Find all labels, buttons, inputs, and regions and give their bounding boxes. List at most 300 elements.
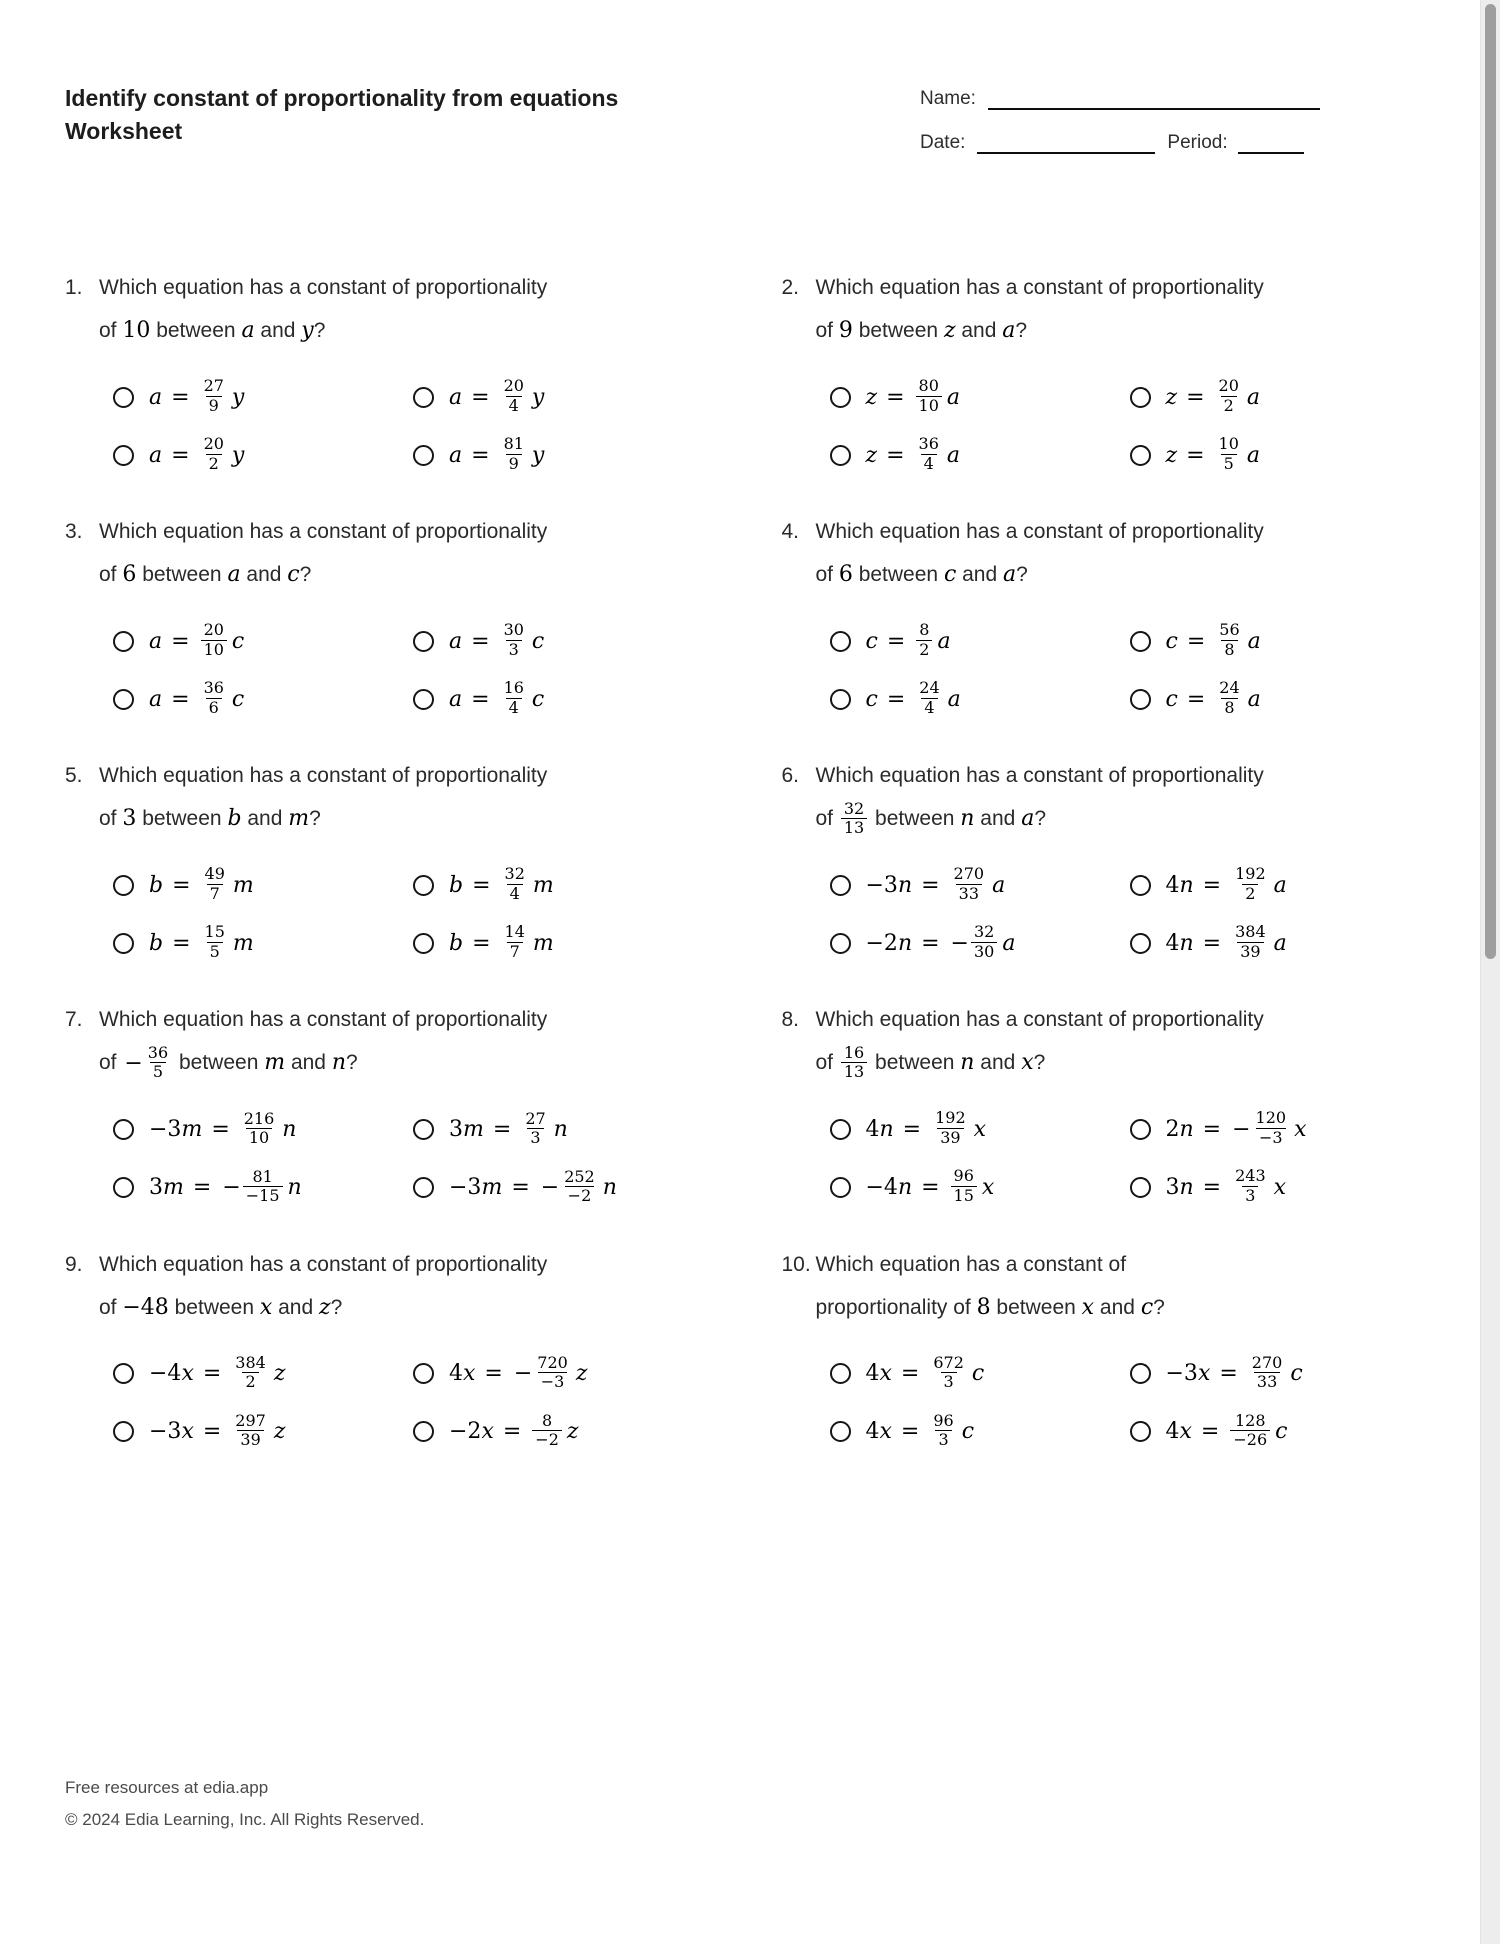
radio-button[interactable] [113,445,134,466]
fraction [841,798,867,839]
math-coefficient: 4 [449,1361,463,1387]
q10-option-1[interactable] [830,1345,1130,1403]
q8-option-1[interactable] [830,1100,1130,1158]
math-variable: z [566,1419,579,1445]
question-line1 [65,998,744,1041]
fraction [201,436,227,474]
fraction-denominator: 4 [921,454,937,473]
math-variable: c [1165,628,1178,654]
radio-button[interactable] [113,1363,134,1384]
math-variable: x [879,1361,892,1387]
equals-sign: = [472,872,491,898]
radio-button[interactable] [830,1177,851,1198]
option-equation [1166,866,1287,904]
question-line1 [782,998,1461,1041]
fraction-denominator: 7 [207,884,223,903]
radio-button[interactable] [113,1119,134,1140]
fraction-denominator: 6 [206,698,222,717]
radio-button[interactable] [113,387,134,408]
radio-button[interactable] [830,445,851,466]
fraction-denominator: −3 [538,1372,568,1391]
q2-option-2[interactable] [1130,368,1461,426]
option-equation [1166,1110,1307,1148]
math-variable: a [947,686,961,712]
fraction-numerator: 192 [935,1108,966,1128]
date-period-row [920,132,1320,154]
question-line2: of 9 between z and a? [815,318,1028,343]
scrollbar-thumb[interactable] [1485,4,1496,959]
q8-option-4[interactable] [1130,1158,1461,1216]
fraction-numerator: 8 [542,1411,553,1431]
option-equation [866,680,961,718]
math-variable: n [897,872,913,898]
fraction-denominator: −2 [565,1186,595,1205]
fraction-denominator: 3 [527,1128,543,1147]
radio-button[interactable] [1130,1363,1151,1384]
fraction-denominator: 5 [207,942,223,961]
question-number: 6. [781,764,800,787]
q6-option-4[interactable] [1130,914,1461,972]
question-text: Which equation has a constant of proportionality [99,1008,548,1031]
math-coefficient: 4 [865,1419,880,1445]
math-variable: z [943,318,956,343]
math-variable: n [897,930,913,956]
question-6 [782,754,1461,972]
math-variable: m [532,930,554,956]
math-number: 6 [838,562,853,587]
question-text: Which equation has a constant of proportionality [815,520,1264,543]
radio-button[interactable] [1130,933,1151,954]
question-4 [782,510,1461,728]
fraction [951,1168,977,1206]
math-coefficient: −3 [449,1175,482,1201]
q9-option-2[interactable] [413,1345,744,1403]
q2-option-3[interactable] [830,426,1130,484]
q2-option-4[interactable] [1130,426,1461,484]
equals-sign: = [902,1116,922,1142]
question-line1 [782,510,1461,553]
option-equation [449,378,544,416]
math-variable: a [227,562,241,587]
question-line2: proportionality of 8 between x and c? [815,1294,1165,1320]
fraction [1216,622,1242,660]
math-variable: a [449,442,463,468]
question-line1 [782,1243,1461,1286]
fraction [202,866,228,904]
radio-button[interactable] [830,1363,851,1384]
fraction-denominator: 2 [1221,396,1237,415]
radio-button[interactable] [830,1119,851,1140]
math-variable: m [532,872,554,898]
question-10 [782,1243,1461,1461]
math-variable: x [1273,1174,1287,1200]
question-number: 7. [65,1008,83,1031]
option-equation [1166,378,1261,416]
equals-sign: = [202,1419,222,1445]
options-grid [113,1101,744,1217]
math-variable: x [1197,1361,1211,1387]
radio-button[interactable] [113,631,134,652]
radio-button[interactable] [413,445,434,466]
q8-option-2[interactable] [1130,1100,1461,1158]
math-coefficient: −3 [149,1419,182,1445]
q6-option-2[interactable] [1130,856,1461,914]
radio-button[interactable] [1130,875,1151,896]
fraction-denominator: 10 [201,640,227,659]
math-variable: a [992,872,1006,898]
math-coefficient: −3 [1165,1361,1198,1387]
q7-option-1[interactable] [113,1101,413,1159]
radio-button[interactable] [413,1363,434,1384]
math-variable: a [449,686,463,712]
q5-option-3[interactable] [113,914,413,972]
question-number: 3. [65,520,83,543]
math-variable: a [1247,628,1261,654]
equals-sign: = [1202,1174,1222,1200]
options-grid [113,368,744,484]
equals-sign: = [886,442,905,468]
fraction [202,924,228,962]
question-8 [782,998,1461,1217]
radio-button[interactable] [1130,445,1151,466]
question-3 [65,510,744,728]
question-text: Which equation has a constant of proportionality [815,1008,1264,1031]
fraction [241,1111,278,1149]
radio-button[interactable] [113,875,134,896]
math-variable: c [1275,1419,1288,1445]
equals-sign: = [1202,872,1222,898]
fraction [1216,378,1242,416]
fraction-denominator: 13 [841,1062,867,1081]
math-variable: m [163,1175,184,1201]
fraction [201,680,227,718]
page-title: Identify constant of proportionality from equations [65,85,619,111]
fraction [501,378,527,416]
q3-option-3[interactable] [113,670,413,728]
question-9 [65,1243,744,1461]
fraction [930,1413,956,1451]
radio-button[interactable] [830,1421,851,1442]
radio-button[interactable] [830,387,851,408]
math-variable: c [1290,1361,1303,1387]
q7-option-3[interactable] [113,1159,413,1217]
q10-option-2[interactable] [1130,1345,1461,1403]
fraction-numerator: 270 [953,864,985,884]
fraction [1230,1413,1270,1451]
fraction-numerator: 80 [918,376,939,396]
math-variable: a [1273,930,1287,956]
fraction [932,1110,969,1148]
fraction-denominator: 4 [507,884,523,903]
math-variable: y [531,442,545,468]
fraction-denominator: 13 [841,818,867,837]
q7-option-2[interactable] [413,1101,744,1159]
fraction [501,680,527,718]
fraction-numerator: 14 [504,922,525,942]
math-variable: a [1002,318,1016,343]
radio-button[interactable] [413,1177,434,1198]
fraction-denominator: 3 [935,1430,951,1449]
fraction-denominator: 15 [951,1186,977,1205]
fraction-numerator: 24 [1219,678,1240,698]
equals-sign: = [171,384,190,410]
fraction-numerator: 96 [953,1166,974,1186]
equals-sign: = [471,686,490,712]
fraction-numerator: 243 [1235,1166,1266,1186]
fraction [232,1413,269,1451]
equals-sign: = [202,1361,222,1387]
radio-button[interactable] [113,1177,134,1198]
equals-sign: = [900,1361,920,1387]
equals-sign: = [192,1175,212,1201]
q4-option-2[interactable] [1130,612,1461,670]
footer-resources-text: Free resources at edia.app [65,1778,269,1797]
fraction-numerator: 8 [919,620,930,640]
q1-option-3[interactable] [113,426,413,484]
fraction [1232,1168,1269,1206]
q2-option-1[interactable] [830,368,1130,426]
question-line2: of −48 between x and z? [99,1294,343,1320]
q1-option-2[interactable] [413,368,744,426]
radio-button[interactable] [413,933,434,954]
math-number: −48 [122,1294,169,1320]
radio-button[interactable] [1130,1177,1151,1198]
option-equation [449,622,544,660]
q8-option-3[interactable] [830,1158,1130,1216]
math-coefficient: 3 [1165,1174,1180,1200]
fraction-numerator: 128 [1234,1411,1266,1431]
fraction-numerator: 252 [564,1167,595,1187]
question-line1 [782,754,1461,797]
q3-option-4[interactable] [413,670,744,728]
question-text: Which equation has a constant of proportionality [99,764,548,787]
fraction [930,1355,967,1393]
q6-option-1[interactable] [830,856,1130,914]
radio-button[interactable] [113,933,134,954]
math-variable: a [1002,930,1016,956]
math-variable: n [553,1117,568,1143]
options-grid [830,612,1461,728]
name-row [920,88,1320,110]
equals-sign: = [492,1117,512,1143]
fraction [916,622,932,660]
question-text: Which equation has a constant of proportionality [815,276,1264,299]
fraction [522,1111,548,1149]
options-grid [113,612,744,728]
q9-option-4[interactable] [413,1403,744,1461]
q6-option-3[interactable] [830,914,1130,972]
radio-button[interactable] [113,689,134,710]
radio-button[interactable] [1130,631,1151,652]
question-text: Which equation has a constant of proportionality [99,276,548,299]
radio-button[interactable] [113,1421,134,1442]
q5-option-1[interactable] [113,856,413,914]
fraction-denominator: 8 [1221,698,1237,717]
fraction [501,436,527,474]
question-5 [65,754,744,972]
math-variable: b [449,872,464,898]
radio-button[interactable] [413,1119,434,1140]
math-variable: y [231,442,245,468]
math-variable: n [331,1050,346,1075]
radio-button[interactable] [1130,1119,1151,1140]
fraction-numerator: 32 [973,922,995,942]
q3-option-2[interactable] [413,612,744,670]
radio-button[interactable] [1130,387,1151,408]
question-line1 [782,266,1461,309]
q5-option-4[interactable] [413,914,744,972]
fraction [501,622,527,660]
option-equation [449,1169,617,1207]
minus-sign: − [950,930,969,956]
option-equation [1166,680,1261,718]
worksheet-title [65,82,618,148]
math-variable: c [531,686,545,712]
fraction-numerator: 384 [235,1353,266,1373]
fraction [201,622,227,660]
question-line2: of 6 between c and a? [815,562,1028,587]
option-equation [1166,1168,1287,1206]
radio-button[interactable] [413,875,434,896]
options-grid [830,1345,1461,1461]
fraction-numerator: 216 [243,1109,275,1129]
fraction-denominator: 33 [1254,1372,1280,1391]
math-variable: n [282,1117,297,1143]
question-line2: of − $\frac{36}{5}$ between m and n? [65,1041,744,1085]
option-equation [149,622,244,660]
fraction-denominator: −2 [532,1430,562,1449]
math-variable: z [1165,442,1178,468]
math-variable: y [301,318,314,343]
question-number: 1. [65,276,83,299]
math-variable: x [463,1361,476,1387]
option-equation [449,680,544,718]
q1-option-1[interactable] [113,368,413,426]
q10-option-3[interactable] [830,1403,1130,1461]
radio-button[interactable] [1130,689,1151,710]
math-variable: n [1179,930,1194,956]
math-variable: n [1179,1174,1194,1200]
math-variable: c [971,1361,985,1387]
minus-sign: − [513,1361,533,1387]
fraction-denominator: 39 [1237,942,1263,961]
fraction-denominator: 4 [506,396,522,415]
option-equation [149,866,254,904]
question-line1 [65,510,744,553]
equals-sign: = [502,1419,522,1445]
radio-button[interactable] [830,933,851,954]
radio-button[interactable] [413,1421,434,1442]
math-variable: x [1081,1294,1095,1320]
fraction-denominator: −3 [1256,1128,1286,1147]
q9-option-3[interactable] [113,1403,413,1461]
option-equation [449,1355,587,1393]
option-equation [149,924,254,962]
q4-option-3[interactable] [830,670,1130,728]
math-variable: a [449,384,463,410]
minus-sign: − [540,1175,560,1201]
q5-option-2[interactable] [413,856,744,914]
question-1 [65,266,744,484]
math-variable: m [288,806,310,831]
option-equation [449,1413,578,1451]
minus-sign: − [1232,1116,1251,1142]
question-number: 9. [65,1252,83,1276]
radio-button[interactable] [413,387,434,408]
fraction-denominator: 10 [916,396,942,415]
q4-option-4[interactable] [1130,670,1461,728]
math-coefficient: 3 [449,1117,463,1143]
math-variable: z [1165,384,1178,410]
math-variable: a [241,318,255,343]
option-equation [449,436,544,474]
q9-option-1[interactable] [113,1345,413,1403]
math-variable: m [232,872,254,898]
q1-option-4[interactable] [413,426,744,484]
math-variable: a [937,628,951,654]
fraction-numerator: 24 [919,678,940,698]
math-variable: c [865,686,878,712]
options-grid [113,856,744,972]
fraction-numerator: 81 [503,434,524,454]
fraction-numerator: 297 [235,1411,266,1431]
radio-button[interactable] [830,689,851,710]
question-7 [65,998,744,1217]
equals-sign: = [1202,930,1222,956]
fraction-denominator: 2 [242,1372,258,1391]
fraction-numerator: 192 [1235,864,1266,884]
equals-sign: = [471,384,490,410]
fraction [1232,866,1269,904]
q3-option-1[interactable] [113,612,413,670]
q7-option-4[interactable] [413,1159,744,1217]
radio-button[interactable] [413,631,434,652]
math-coefficient: 2 [1165,1116,1180,1142]
scrollbar-track[interactable] [1480,0,1500,1944]
q10-option-4[interactable] [1130,1403,1461,1461]
math-variable: a [149,442,163,468]
math-coefficient: 3 [149,1175,163,1201]
math-variable: a [1246,384,1261,410]
fraction [124,1042,171,1085]
fraction-numerator: 120 [1255,1108,1287,1128]
fraction-numerator: 672 [933,1353,964,1373]
question-number: 5. [65,764,83,787]
math-variable: a [946,384,961,410]
radio-button[interactable] [413,689,434,710]
math-variable: x [181,1419,194,1445]
q4-option-1[interactable] [830,612,1130,670]
math-variable: x [181,1361,194,1387]
minus-sign: − [124,1050,143,1076]
option-equation [149,1111,296,1149]
math-coefficient: 4 [1165,872,1180,898]
radio-button[interactable] [1130,1421,1151,1442]
option-equation [866,378,961,416]
fraction-numerator: 16 [843,1042,865,1062]
option-equation [149,680,244,718]
fraction [916,378,942,416]
math-coefficient: 4 [865,1361,880,1387]
math-coefficient: −2 [449,1419,482,1445]
fraction-numerator: 15 [204,922,225,942]
option-equation [866,866,1006,904]
fraction-numerator: 16 [503,678,524,698]
equals-sign: = [1186,384,1205,410]
math-variable: z [865,384,878,410]
radio-button[interactable] [830,875,851,896]
radio-button[interactable] [830,631,851,652]
